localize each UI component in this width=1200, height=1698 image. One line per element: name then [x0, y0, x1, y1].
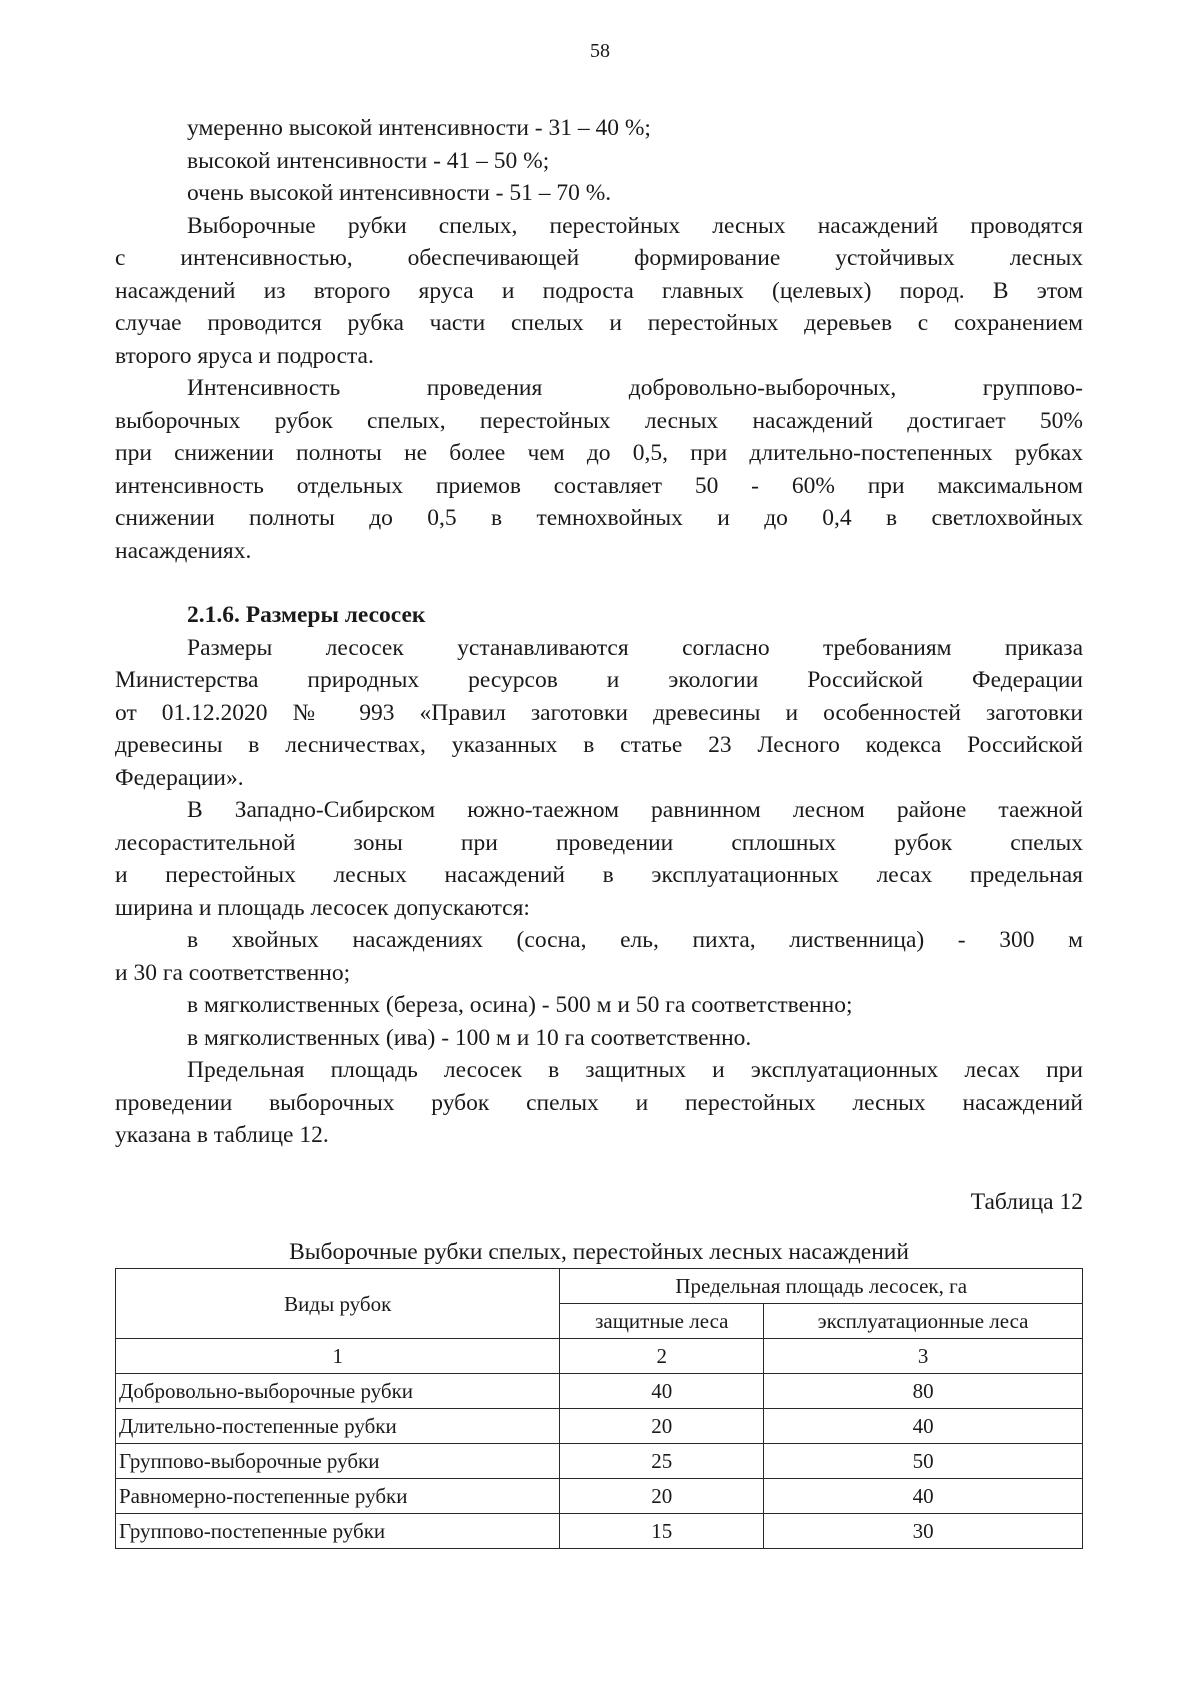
column-number-cell: 3 — [764, 1339, 1083, 1374]
cell-protective: 25 — [560, 1444, 764, 1479]
paragraph-line: Предельная площадь лесосек в защитных и эксплуатационных лесах при — [187, 1057, 1083, 1083]
cell-exploitation: 40 — [764, 1409, 1083, 1444]
paragraph-line: снижении полноты до 0,5 в темнохвойных и до 0,4 в светлохвойных — [115, 505, 1083, 531]
cell-protective: 40 — [560, 1374, 764, 1409]
section-heading: 2.1.6. Размеры лесосек — [187, 602, 426, 628]
paragraph-line: Выборочные рубки спелых, перестойных лесных насаждений проводятся — [187, 212, 1083, 239]
column-number-cell: 1 — [116, 1339, 560, 1374]
paragraph-line: Министерства природных ресурсов и экологии Российской Федерации — [115, 667, 1083, 693]
header-cell-protective: защитные леса — [560, 1304, 764, 1339]
cell-protective: 20 — [560, 1409, 764, 1444]
table-row — [116, 1374, 1083, 1409]
header-cell-group: Предельная площадь лесосек, га — [560, 1269, 1083, 1304]
cell-protective: 15 — [560, 1514, 764, 1549]
paragraph-line: от 01.12.2020 № 993 «Правил заготовки древесины и особенностей заготовки — [115, 699, 1083, 726]
table-number-row — [116, 1339, 1083, 1374]
paragraph-line: выборочных рубок спелых, перестойных лесных насаждений достигает 50% — [115, 407, 1083, 434]
paragraph-line: ширина и площадь лесосек допускаются: — [115, 894, 530, 921]
cutting-area-table — [115, 1268, 1083, 1549]
paragraph-line: древесины в лесничествах, указанных в статье 23 Лесного кодекса Российской — [115, 732, 1083, 758]
paragraph-line: в хвойных насаждениях (сосна, ель, пихта, лиственница) - 300 м — [187, 927, 1083, 953]
paragraph-line: в мягколиственных (ива) - 100 м и 10 га соответственно. — [187, 1024, 752, 1051]
paragraph-line: проведении выборочных рубок спелых и перестойных лесных насаждений — [115, 1089, 1083, 1116]
cell-exploitation: 50 — [764, 1444, 1083, 1479]
paragraph-line: Интенсивность проведения добровольно-выборочных, группово- — [187, 375, 1083, 401]
intensity-high: высокой интенсивности - 41 – 50 %; — [187, 147, 550, 174]
cell-exploitation: 40 — [764, 1479, 1083, 1514]
page-content — [115, 112, 1083, 1549]
intensity-moderately-high: умеренно высокой интенсивности - 31 – 40 %; — [187, 115, 651, 141]
table-caption: Выборочные рубки спелых, перестойных лесных насаждений — [289, 1239, 909, 1265]
paragraph-line: насаждениях. — [115, 537, 252, 564]
paragraph-line: В Западно-Сибирском южно-таежном равнинном лесном районе таежной — [187, 797, 1083, 823]
paragraph-line: и перестойных лесных насаждений в эксплуатационных лесах предельная — [115, 862, 1083, 888]
paragraph-line: лесорастительной зоны при проведении сплошных рубок спелых — [115, 829, 1083, 856]
page-number: 58 — [590, 40, 610, 62]
table-row — [116, 1514, 1083, 1549]
table-row — [116, 1409, 1083, 1444]
cell-type: Добровольно-выборочные рубки — [116, 1374, 560, 1409]
cell-type: Равномерно-постепенные рубки — [116, 1479, 560, 1514]
paragraph-line: второго яруса и подроста. — [115, 342, 374, 369]
column-number-cell: 2 — [560, 1339, 764, 1374]
paragraph-line: при снижении полноты не более чем до 0,5, при длительно-постепенных рубках — [115, 440, 1083, 466]
paragraph-line: в мягколиственных (береза, осина) - 500 м и 50 га соответственно; — [187, 992, 853, 1018]
table-header-row — [116, 1269, 1083, 1304]
paragraph-line: указана в таблице 12. — [115, 1122, 329, 1148]
cell-exploitation: 30 — [764, 1514, 1083, 1549]
paragraph-line: Федерации». — [115, 764, 244, 791]
cell-protective: 20 — [560, 1479, 764, 1514]
paragraph-line: и 30 га соответственно; — [115, 959, 351, 986]
intensity-very-high: очень высокой интенсивности - 51 – 70 %. — [187, 180, 612, 206]
paragraph-line: Размеры лесосек устанавливаются согласно требованиям приказа — [187, 634, 1083, 661]
paragraph-line: насаждений из второго яруса и подроста главных (целевых) пород. В этом — [115, 277, 1083, 304]
table-row — [116, 1444, 1083, 1479]
header-cell-type: Виды рубок — [116, 1269, 560, 1339]
table-row — [116, 1479, 1083, 1514]
paragraph-line: с интенсивностью, обеспечивающей формирование устойчивых лесных — [115, 245, 1083, 271]
paragraph-line: случае проводится рубка части спелых и перестойных деревьев с сохранением — [115, 310, 1083, 336]
cell-type: Группово-постепенные рубки — [116, 1514, 560, 1549]
cell-type: Длительно-постепенные рубки — [116, 1409, 560, 1444]
paragraph-line: интенсивность отдельных приемов составляет 50 - 60% при максимальном — [115, 472, 1083, 499]
cell-type: Группово-выборочные рубки — [116, 1444, 560, 1479]
cell-exploitation: 80 — [764, 1374, 1083, 1409]
header-cell-exploitation: эксплуатационные леса — [764, 1304, 1083, 1339]
table-label: Таблица 12 — [970, 1188, 1083, 1215]
